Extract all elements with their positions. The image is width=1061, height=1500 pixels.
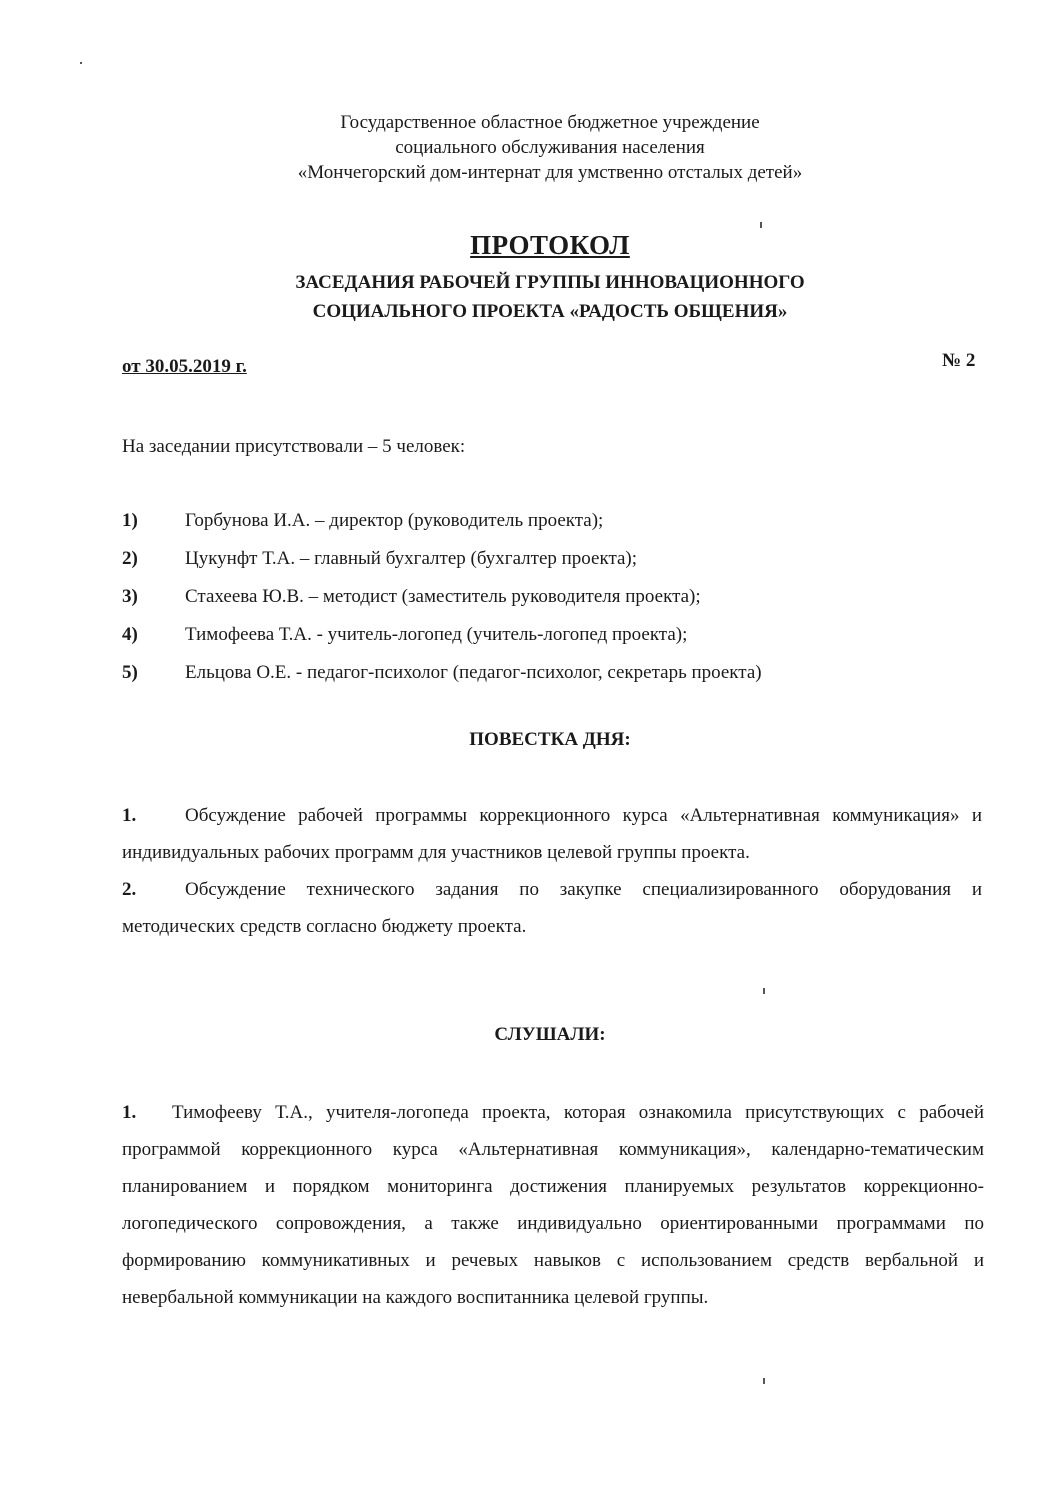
- header-line: социального обслуживания населения: [395, 137, 705, 158]
- item-text: Горбунова И.А. – директор (руководитель проекта);: [185, 510, 604, 531]
- listened-heading: СЛУШАЛИ:: [494, 1024, 606, 1045]
- list-item: [122, 545, 1002, 583]
- item-text: Тимофеева Т.А. - учитель-логопед (учитель-логопед проекта);: [185, 624, 688, 645]
- item-text: Тимофееву Т.А., учителя-логопеда проекта, которая ознакомила присутствующих с рабочей программой коррекционного курса «Альтернативная коммуникация», календарно-тематическим планированием и порядком мониторинга достижения планируемых результатов коррекционно-логопедического сопровождения, а также индивидуально ориентированными программами по формированию коммуникативных и речевых навыков с использованием средств вербальной и невербальной коммуникации на каждого воспитанника целевой группы.: [122, 1102, 984, 1308]
- item-number: 3): [122, 586, 138, 607]
- agenda-item: [122, 871, 982, 945]
- item-number: 1): [122, 510, 138, 531]
- header-line: «Мончегорский дом-интернат для умственно отсталых детей»: [297, 162, 803, 183]
- header-line: Государственное областное бюджетное учреждение: [340, 112, 760, 133]
- item-text: Ельцова О.Е. - педагог-психолог (педагог-психолог, секретарь проекта): [185, 662, 762, 683]
- document-subtitle: [0, 268, 1061, 326]
- organization-header: [0, 110, 1061, 185]
- item-number: 1.: [122, 1102, 137, 1123]
- item-number: 4): [122, 624, 138, 645]
- listened-item: [122, 1094, 984, 1316]
- list-item: [122, 659, 1002, 697]
- item-number: 5): [122, 662, 138, 683]
- agenda-list: [122, 797, 982, 945]
- attendee-list: [122, 507, 1002, 697]
- scan-artifact: [760, 222, 762, 228]
- list-item: [122, 621, 1002, 659]
- list-item: [122, 507, 1002, 545]
- subtitle-line: СОЦИАЛЬНОГО ПРОЕКТА «РАДОСТЬ ОБЩЕНИЯ»: [312, 301, 788, 322]
- subtitle-line: ЗАСЕДАНИЯ РАБОЧЕЙ ГРУППЫ ИННОВАЦИОННОГО: [295, 272, 805, 293]
- scan-artifact: [80, 62, 82, 64]
- attendance-statement: На заседании присутствовали – 5 человек:: [122, 436, 466, 457]
- item-number: 1.: [122, 805, 137, 826]
- document-title: ПРОТОКОЛ: [470, 230, 630, 260]
- listened-list: [122, 1094, 984, 1316]
- agenda-item: [122, 797, 982, 871]
- item-text: Цукунфт Т.А. – главный бухгалтер (бухгалтер проекта);: [185, 548, 638, 569]
- item-number: 2.: [122, 879, 137, 900]
- scan-artifact: [763, 1378, 765, 1384]
- list-item: [122, 583, 1002, 621]
- item-text: Обсуждение технического задания по закупке специализированного оборудования и методических средств согласно бюджету проекта.: [122, 879, 982, 937]
- protocol-number: № 2: [942, 350, 976, 371]
- protocol-date: от 30.05.2019 г.: [122, 356, 247, 377]
- scan-artifact: [763, 988, 765, 994]
- item-text: Обсуждение рабочей программы коррекционного курса «Альтернативная коммуникация» и индивидуальных рабочих программ для участников целевой группы проекта.: [122, 805, 982, 863]
- item-text: Стахеева Ю.В. – методист (заместитель руководителя проекта);: [185, 586, 701, 607]
- item-number: 2): [122, 548, 138, 569]
- agenda-heading: ПОВЕСТКА ДНЯ:: [469, 729, 631, 750]
